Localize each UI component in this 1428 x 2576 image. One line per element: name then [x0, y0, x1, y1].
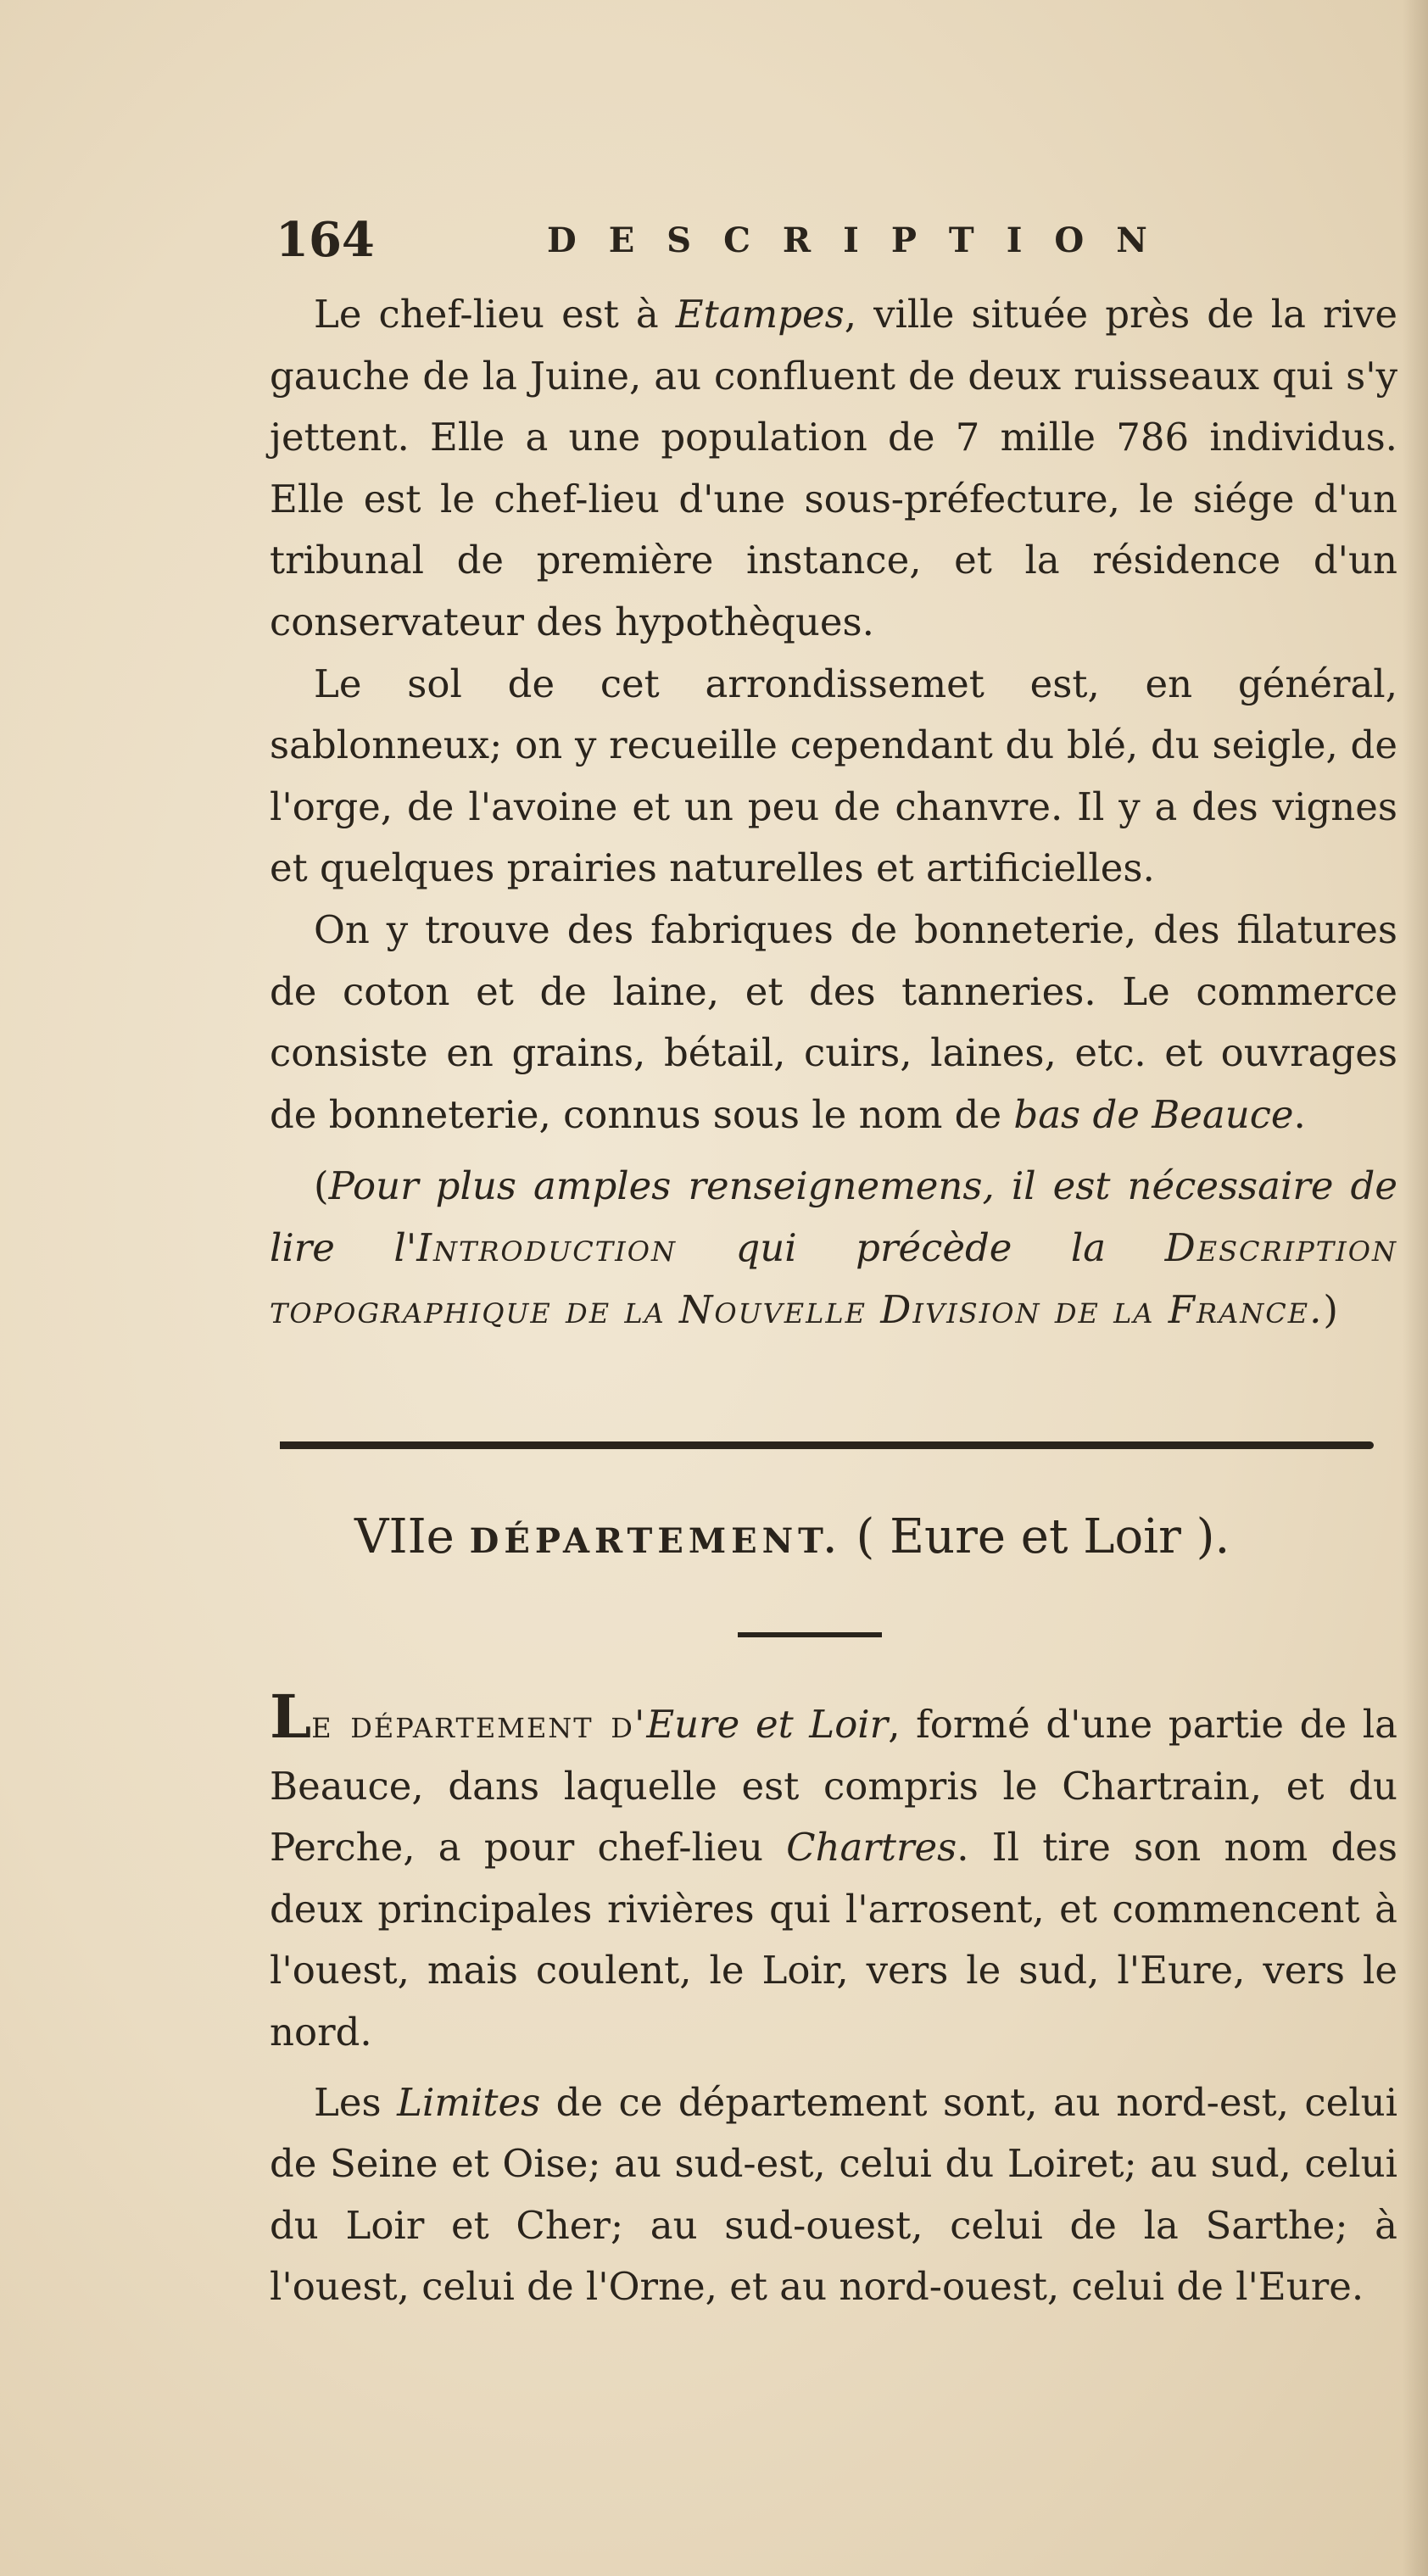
lower-text-block: [270, 1681, 1397, 2318]
department-heading: [354, 1509, 1372, 1564]
department-name: ( Eure et Loir ).: [856, 1509, 1230, 1564]
italic-etampes: Etampes: [675, 292, 845, 337]
page-number: 164: [276, 212, 375, 268]
smallcaps-description: Description topographique de la Nouvelle Division de la France.: [270, 1224, 1397, 1332]
paragraph-renseignemens: (Pour plus amples renseignemens, il est nécessaire de lire l'Introduction qui précède la Description topographique de la Nouvelle Division de la France.): [270, 1163, 1397, 1332]
italic-bas-de-beauce: bas de Beauce: [1013, 1091, 1294, 1137]
running-head: [276, 212, 1180, 280]
department-numeral: VIIe: [354, 1509, 455, 1564]
department-label: DÉPARTEMENT.: [469, 1521, 841, 1561]
running-title: DESCRIPTION: [547, 220, 1180, 260]
drop-cap: L: [270, 1681, 312, 1752]
section-divider-rule: [280, 1441, 1374, 1449]
paragraph-chef-lieu: Le chef-lieu est à Etampes, ville située près de la rive gauche de la Juine, au confluent de deux ruisseaux qui s'y jettent. Elle a une population de 7 mille 786 individus. Elle est le chef-lieu d'une sous-préfecture, le siége d'un tribunal de première instance, et la résidence d'un conservateur des hypothèques.: [270, 292, 1397, 644]
italic-chartres: Chartres: [786, 1825, 957, 1871]
short-divider-rule: [738, 1632, 882, 1637]
upper-text-block: [270, 284, 1397, 1341]
paragraph-eure-et-loir: Le département d'Eure et Loir, formé d'une partie de la Beauce, dans laquelle est compris le Chartrain, et du Perche, a pour chef-lieu Chartres. Il tire son nom des deux principales rivières qui l'arrosent, et commencent à l'ouest, mais coulent, le Loir, vers le sud, l'Eure, vers le nord.: [270, 1681, 1397, 2055]
paragraph-fabriques: On y trouve des fabriques de bonneterie, des filatures de coton et de laine, et des tanneries. Le commerce consiste en grains, bétail, cuirs, laines, etc. et ouvrages de bonneterie, connus sous le nom de bas de Beauce.: [270, 906, 1397, 1137]
paragraph-limites: Les Limites de ce département sont, au nord-est, celui de Seine et Oise; au sud-est, celui du Loiret; au sud, celui du Loir et Cher; au sud-ouest, celui de la Sarthe; à l'ouest, celui de l'Orne, et au nord-ouest, celui de l'Eure.: [270, 2079, 1397, 2310]
italic-limites: Limites: [397, 2079, 541, 2125]
italic-eure-et-loir: Eure et Loir: [646, 1702, 889, 1747]
smallcaps-introduction: Introduction: [416, 1224, 677, 1270]
page-edge-shadow: [1403, 0, 1428, 2576]
paragraph-sol: Le sol de cet arrondissemet est, en général, sablonneux; on y recueille cependant du blé, du seigle, de l'orge, de l'avoine et un peu de chanvre. Il y a des vignes et quelques prairies naturelles et artificielles.: [270, 661, 1397, 891]
